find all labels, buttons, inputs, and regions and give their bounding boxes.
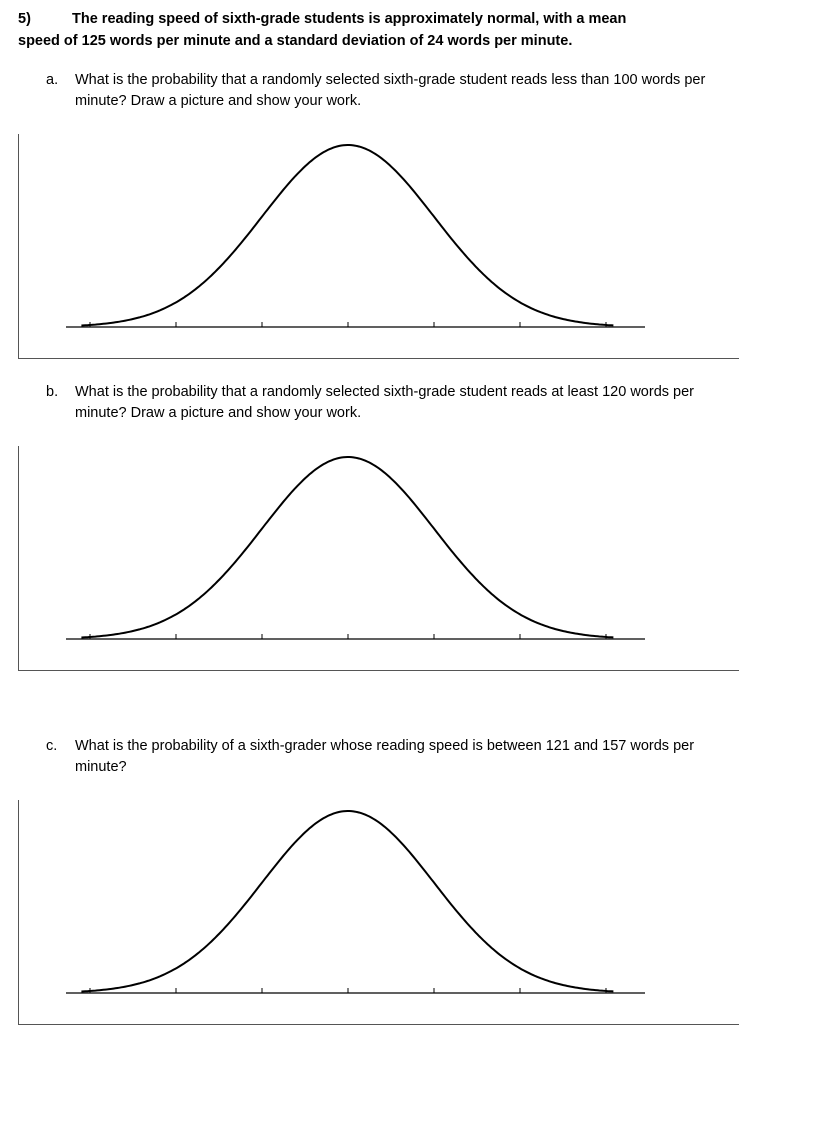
- question-c: [46, 736, 746, 778]
- bell-curve: [81, 457, 613, 638]
- question-b-text: What is the probability that a randomly selected sixth-grade student reads at least 120 words per minute? Draw a picture and show your work.: [75, 384, 694, 421]
- question-b-marker: b.: [46, 384, 59, 400]
- normal-curve-c: [19, 800, 740, 1025]
- problem-statement: [18, 8, 778, 52]
- normal-curve-a: [19, 134, 740, 359]
- question-c-text: What is the probability of a sixth-grader whose reading speed is between 121 and 157 words per minute?: [75, 738, 695, 775]
- problem-prompt-line-1: The reading speed of sixth-grade students is approximately normal, with a mean: [72, 11, 627, 27]
- bell-curve: [81, 811, 613, 992]
- normal-curve-b: [19, 446, 740, 671]
- bell-curve: [81, 145, 613, 326]
- question-a-marker: a.: [46, 72, 59, 88]
- problem-prompt-line-2: speed of 125 words per minute and a standard deviation of 24 words per minute.: [18, 33, 573, 49]
- question-b: [46, 382, 746, 424]
- problem-number: 5): [18, 11, 31, 27]
- answer-area-b[interactable]: [18, 446, 739, 671]
- question-a-text: What is the probability that a randomly selected sixth-grade student reads less than 100 words per minute? Draw a picture and show your work.: [75, 72, 706, 109]
- answer-area-a[interactable]: [18, 134, 739, 359]
- answer-area-c[interactable]: [18, 800, 739, 1025]
- question-a: [46, 70, 746, 112]
- question-c-marker: c.: [46, 738, 58, 754]
